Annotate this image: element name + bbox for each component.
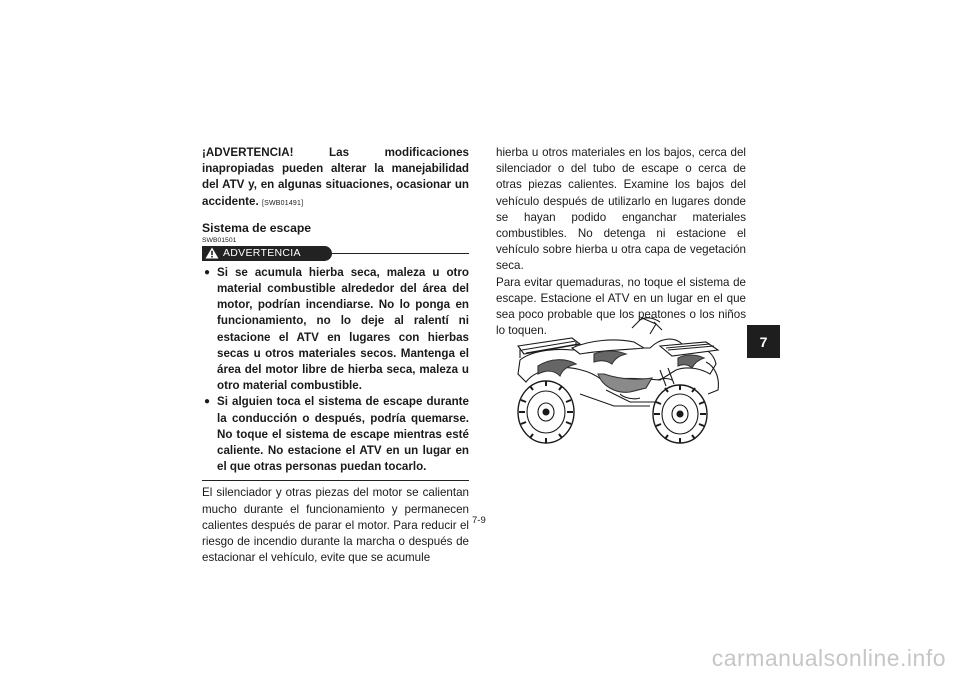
- warning-badge: [202, 246, 332, 261]
- chapter-tab: 7: [747, 325, 780, 358]
- warning-paragraph: ¡ADVERTENCIA! Las modificaciones inapropiadas pueden alterar la manejabilidad del ATV y, en algunas situaciones, ocasionar un accidente. [SWB01491]: [202, 146, 469, 208]
- right-paragraph-1: hierba u otros materiales en los bajos, cerca del silenciador o del tubo de escape o cerca de otras piezas calientes. Examine los bajos del vehículo después de utilizarlo en lugares donde se hayan podido enganchar materiales combustibles. No detenga ni estacione el vehículo sobre hierba u otra capa de vegetación seca.: [496, 146, 746, 273]
- warning-triangle-icon: [205, 247, 219, 259]
- page-number: 7-9: [472, 515, 486, 526]
- list-item: ● Si se acumula hierba seca, maleza u otro material combustible alrededor del área del motor, podrían incendiarse. No lo ponga en funcionamiento, no lo deje al ralentí ni estacione el ATV en lugares con hierbas secas u otros materiales secos. Mantenga el área del motor libre de hierba seca, maleza u otro material combustible.: [204, 265, 469, 393]
- list-item: ● Si alguien toca el sistema de escape durante la conducción o después, podría quemarse. No toque el sistema de escape mientras esté caliente. No estacione el ATV en un lugar en el que otras personas puedan tocarlo.: [204, 395, 469, 474]
- warning-code: [SWB01491]: [261, 199, 304, 207]
- left-column: [202, 145, 469, 566]
- warning-badge-label: ADVERTENCIA: [223, 247, 301, 260]
- bullet-dot-icon: ●: [204, 396, 211, 408]
- warning-end-divider: [202, 480, 469, 481]
- section-code: SWB01501: [202, 236, 237, 244]
- right-paragraph-2: Para evitar quemaduras, no toque el sistema de escape. Estacione el ATV en un lugar en el que sea poco probable que los peatones o los niños lo toquen.: [496, 275, 746, 338]
- bullet-dot-icon: ●: [204, 266, 211, 278]
- badge-divider: [332, 253, 469, 254]
- watermark: carmanualsonline.info: [711, 645, 946, 671]
- atv-illustration: [510, 308, 724, 448]
- body-paragraph: El silenciador y otras piezas del motor se calientan mucho durante el funcionamiento y permanecen calientes después de parar el motor. Para reducir el riesgo de incendio durante la marcha o después de estacionar el vehículo, evite que se acumule: [202, 486, 469, 565]
- warning-badge-row: [202, 246, 469, 262]
- warning-bullets: [202, 265, 469, 476]
- section-title: Sistema de escape: [202, 220, 312, 235]
